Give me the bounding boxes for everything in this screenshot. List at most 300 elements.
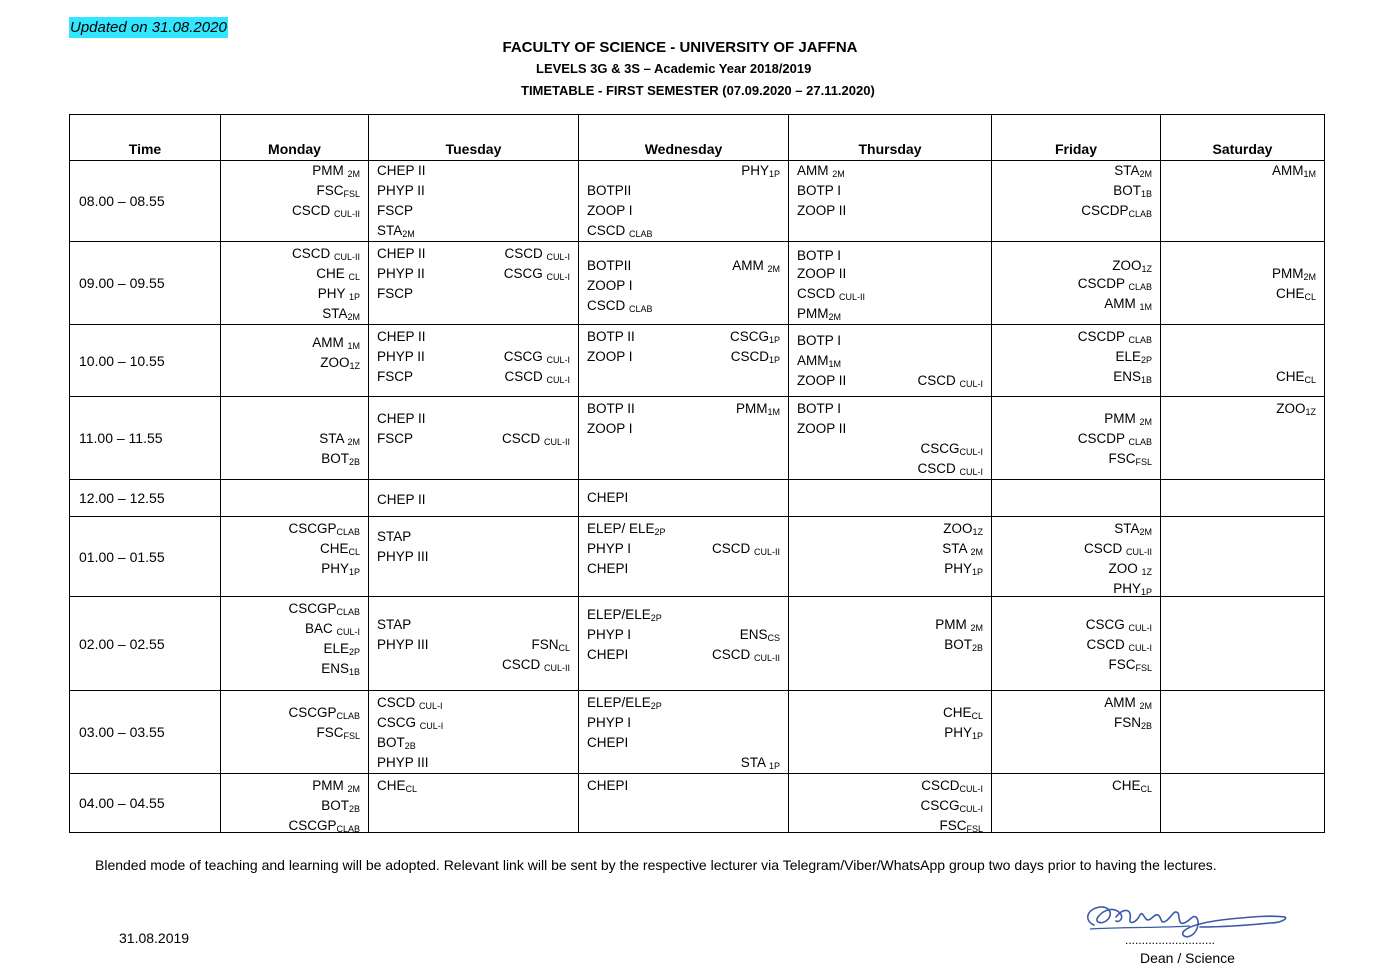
schedule-cell-monday <box>221 517 369 597</box>
course-code: CSCDP <box>1081 203 1129 218</box>
course-entry <box>730 329 780 345</box>
course-entry <box>377 246 426 262</box>
course-code: ZOOP II <box>797 373 847 388</box>
timetable <box>69 114 1325 833</box>
table-row <box>70 691 1325 774</box>
time-slot: 04.00 – 04.55 <box>70 774 221 833</box>
course-entry <box>587 298 653 314</box>
course-code: CHEPI <box>587 735 629 750</box>
course-code: PMM <box>1104 411 1140 426</box>
course-code: PHYP II <box>377 183 425 198</box>
schedule-cell-thursday <box>789 397 992 480</box>
course-entry <box>587 607 662 623</box>
course-venue-subscript: 1Z <box>972 527 983 537</box>
schedule-cell-wednesday <box>579 325 789 397</box>
schedule-cell-friday <box>992 397 1161 480</box>
course-venue-subscript: 2M <box>832 169 845 179</box>
course-venue-subscript: CUL-I <box>336 627 360 637</box>
course-venue-subscript: FSL <box>343 189 360 199</box>
course-code: CSCD <box>504 246 547 261</box>
course-entry <box>797 248 841 264</box>
course-venue-subscript: CL <box>1140 784 1152 794</box>
signature-line: ........................... <box>1125 933 1216 947</box>
course-code: CSCGP <box>288 601 337 616</box>
course-code: CSCG <box>503 266 547 281</box>
course-code: CSCD <box>797 286 840 301</box>
schedule-cell-saturday <box>1161 774 1325 833</box>
course-venue-subscript: 1P <box>348 292 360 302</box>
course-code: CHEP II <box>377 492 426 507</box>
course-entry <box>321 661 360 677</box>
schedule-cell-saturday <box>1161 597 1325 691</box>
course-venue-subscript: FSL <box>343 731 360 741</box>
course-code: STAP <box>377 617 412 632</box>
course-venue-subscript: CUL-II <box>753 653 780 663</box>
column-header-tuesday: Tuesday <box>369 115 579 161</box>
course-code: PHY <box>944 561 972 576</box>
course-code: FSC <box>316 183 344 198</box>
course-code: PHY <box>741 163 769 178</box>
course-venue-subscript: CL <box>971 711 983 721</box>
course-venue-subscript: CUL-I <box>546 355 570 365</box>
course-venue-subscript: 1B <box>1140 375 1152 385</box>
course-venue-subscript: CUL-I <box>546 252 570 262</box>
schedule-cell-saturday <box>1161 480 1325 517</box>
course-entry <box>322 306 360 322</box>
course-entry <box>377 695 443 711</box>
time-slot: 10.00 – 10.55 <box>70 325 221 397</box>
course-venue-subscript: CUL-I <box>419 701 443 711</box>
course-code: FSC <box>316 725 344 740</box>
course-code: PMM <box>735 401 768 416</box>
course-venue-subscript: CUL-II <box>839 292 866 302</box>
course-entry <box>305 621 360 637</box>
course-code: CSCD <box>1086 637 1129 652</box>
column-header-saturday: Saturday <box>1161 115 1325 161</box>
course-entry <box>1108 657 1152 673</box>
course-venue-subscript: FSL <box>1135 457 1152 467</box>
course-entry <box>1084 541 1152 557</box>
course-code: PHYP I <box>587 627 632 642</box>
course-code: PHYP I <box>587 715 632 730</box>
course-code: CHEPI <box>587 561 629 576</box>
course-entry <box>587 401 635 417</box>
course-venue-subscript: 1P <box>971 567 983 577</box>
schedule-cell-tuesday <box>369 242 579 325</box>
course-entry <box>377 755 429 771</box>
course-venue-subscript: FSL <box>1135 663 1152 673</box>
course-code: FSCP <box>377 286 414 301</box>
course-code: AMM <box>1104 695 1140 710</box>
course-entry <box>288 521 360 537</box>
course-code: CSCD <box>1083 541 1126 556</box>
course-code: FSCP <box>377 431 414 446</box>
schedule-cell-wednesday <box>579 597 789 691</box>
course-venue-subscript: 2M <box>828 312 842 322</box>
course-code: STA <box>319 431 348 446</box>
course-code: PMM <box>1271 266 1304 281</box>
course-code: BOTP II <box>587 401 635 416</box>
course-code: BOTP I <box>797 183 842 198</box>
schedule-cell-thursday <box>789 691 992 774</box>
course-code: ELEP/ELE <box>587 607 651 622</box>
course-entry <box>1078 431 1152 447</box>
time-slot: 09.00 – 09.55 <box>70 242 221 325</box>
course-entry <box>377 349 425 365</box>
course-venue-subscript: 1P <box>768 169 780 179</box>
course-code: PHYP III <box>377 549 429 564</box>
course-code: CSCGP <box>288 818 337 833</box>
course-entry <box>797 373 846 389</box>
schedule-cell-thursday <box>789 597 992 691</box>
schedule-cell-friday <box>992 325 1161 397</box>
updated-date-highlight: Updated on 31.08.2020 <box>70 19 227 36</box>
course-entry <box>377 286 413 302</box>
course-code: BOTPII <box>587 258 632 273</box>
course-code: ZOOP II <box>797 266 847 281</box>
course-code: ZOOP II <box>797 203 847 218</box>
course-entry <box>587 735 628 751</box>
course-entry <box>1104 411 1152 427</box>
table-row <box>70 325 1325 397</box>
course-entry <box>587 521 666 537</box>
course-venue-subscript: 2P <box>348 647 360 657</box>
course-code: CSCD <box>921 778 960 793</box>
course-entry <box>1114 163 1152 179</box>
course-entry <box>1081 203 1152 219</box>
course-code: BOT <box>321 451 349 466</box>
course-code: CHE <box>1275 369 1305 384</box>
schedule-cell-monday <box>221 242 369 325</box>
course-entry <box>1113 183 1152 199</box>
schedule-cell-monday <box>221 774 369 833</box>
schedule-cell-tuesday <box>369 774 579 833</box>
course-code: CSCG <box>503 349 547 364</box>
schedule-cell-saturday <box>1161 325 1325 397</box>
course-entry <box>377 431 413 447</box>
course-code: CHEPI <box>587 778 629 793</box>
schedule-cell-monday <box>221 325 369 397</box>
course-entry <box>1114 521 1152 537</box>
course-code: ZOOP I <box>587 421 633 436</box>
course-venue-subscript: CUL-I <box>959 784 983 794</box>
time-slot: 03.00 – 03.55 <box>70 691 221 774</box>
document-date: 31.08.2019 <box>119 930 190 946</box>
course-entry <box>1108 451 1152 467</box>
course-code: STA <box>377 223 403 238</box>
course-code: CHEPI <box>587 647 629 662</box>
course-entry <box>797 401 841 417</box>
course-entry <box>741 755 780 771</box>
course-code: PHYP II <box>377 266 425 281</box>
course-entry <box>1104 695 1152 711</box>
course-entry <box>531 637 570 653</box>
course-venue-subscript: 1M <box>1139 302 1152 312</box>
course-code: ELEP/ ELE <box>587 521 655 536</box>
course-entry <box>377 266 425 282</box>
course-code: CSCD <box>377 695 420 710</box>
table-row <box>70 242 1325 325</box>
course-entry <box>939 818 983 834</box>
course-code: CSCG <box>1085 617 1129 632</box>
course-venue-subscript: CLAB <box>629 229 653 239</box>
course-code: CSCD <box>711 647 754 662</box>
schedule-cell-tuesday <box>369 325 579 397</box>
course-code: ENS <box>739 627 768 642</box>
course-venue-subscript: 2P <box>1140 355 1152 365</box>
course-entry <box>1078 329 1152 345</box>
course-entry <box>797 306 841 322</box>
course-entry <box>587 278 633 294</box>
course-entry <box>587 561 628 577</box>
course-entry <box>587 647 628 663</box>
course-code: AMM <box>797 353 829 368</box>
course-entry <box>920 798 983 814</box>
course-code: FSC <box>1108 451 1136 466</box>
course-venue-subscript: 1P <box>768 335 780 345</box>
course-entry <box>944 725 983 741</box>
schedule-cell-monday <box>221 397 369 480</box>
course-code: CSCDP <box>1077 329 1129 344</box>
course-venue-subscript: CL <box>405 784 418 794</box>
course-code: CSCD <box>587 298 630 313</box>
course-venue-subscript: CUL-I <box>959 379 983 389</box>
table-row <box>70 480 1325 517</box>
course-code: BOTP I <box>797 401 842 416</box>
course-venue-subscript: 1Z <box>1141 264 1152 274</box>
schedule-cell-tuesday <box>369 691 579 774</box>
course-venue-subscript: CUL-II <box>753 547 780 557</box>
course-venue-subscript: CLAB <box>1128 209 1152 219</box>
course-code: STA <box>1114 521 1140 536</box>
course-code: PHYP II <box>377 349 425 364</box>
course-code: FSN <box>531 637 559 652</box>
course-code: PHYP III <box>377 755 429 770</box>
course-code: PHY <box>321 561 349 576</box>
course-code: CSCG <box>729 329 769 344</box>
course-code: CSCD <box>917 373 960 388</box>
schedule-cell-wednesday <box>579 242 789 325</box>
course-entry <box>1108 561 1152 577</box>
course-venue-subscript: CUL-I <box>419 721 444 731</box>
course-entry <box>377 549 429 565</box>
schedule-cell-friday <box>992 161 1161 242</box>
course-entry <box>797 203 846 219</box>
course-venue-subscript: 1M <box>828 359 842 369</box>
course-code: PHYP I <box>587 541 632 556</box>
course-venue-subscript: 2M <box>970 547 983 557</box>
time-slot: 12.00 – 12.55 <box>70 480 221 517</box>
course-code: PHY <box>1113 581 1141 596</box>
course-venue-subscript: 2M <box>402 229 415 239</box>
course-entry <box>797 163 845 179</box>
schedule-cell-wednesday <box>579 480 789 517</box>
course-entry <box>292 246 360 262</box>
column-header-thursday: Thursday <box>789 115 992 161</box>
course-code: ZOO <box>943 521 973 536</box>
course-venue-subscript: CUL-II <box>543 437 570 447</box>
course-entry <box>740 627 780 643</box>
course-code: BOT <box>1113 183 1141 198</box>
course-entry <box>1114 715 1152 731</box>
course-code: BOTP I <box>797 333 842 348</box>
course-entry <box>312 778 360 794</box>
course-venue-subscript: 2M <box>1139 701 1152 711</box>
course-entry <box>920 441 983 457</box>
course-venue-subscript: CLAB <box>336 711 360 721</box>
course-venue-subscript: CUL-I <box>959 447 983 457</box>
column-header-friday: Friday <box>992 115 1161 161</box>
course-entry <box>502 431 570 447</box>
course-venue-subscript: FSL <box>966 824 983 834</box>
course-code: BOTP I <box>797 248 842 263</box>
column-header-time: Time <box>70 115 221 161</box>
course-entry <box>377 778 417 794</box>
timetable-title: TIMETABLE - FIRST SEMESTER (07.09.2020 – 27.11.2020) <box>521 83 875 98</box>
course-code: AMM <box>312 335 348 350</box>
course-code: CSCD <box>504 369 547 384</box>
course-entry <box>587 695 662 711</box>
course-code: ZOO <box>1112 258 1142 273</box>
course-code: PHY <box>317 286 349 301</box>
course-venue-subscript: CL <box>1304 292 1316 302</box>
course-entry <box>377 715 443 731</box>
course-venue-subscript: 2M <box>347 169 360 179</box>
course-code: ZOO <box>1276 401 1306 416</box>
course-entry <box>797 333 841 349</box>
course-entry <box>587 203 633 219</box>
course-entry <box>797 266 846 282</box>
course-code: PMM <box>935 617 971 632</box>
course-venue-subscript: CLAB <box>1128 282 1152 292</box>
course-entry <box>321 561 360 577</box>
schedule-cell-monday <box>221 161 369 242</box>
course-entry <box>377 183 425 199</box>
course-venue-subscript: 2B <box>348 457 360 467</box>
course-code: ENS <box>1113 369 1141 384</box>
course-code: ELEP/ELE <box>587 695 651 710</box>
course-code: CHEP II <box>377 411 426 426</box>
course-venue-subscript: 1B <box>348 667 360 677</box>
course-entry <box>797 353 841 369</box>
course-venue-subscript: CUL-I <box>546 375 570 385</box>
course-entry <box>587 627 631 643</box>
course-entry <box>323 641 360 657</box>
levels-subtitle: LEVELS 3G & 3S – Academic Year 2018/2019 <box>536 61 812 76</box>
course-venue-subscript: 2P <box>650 701 662 711</box>
schedule-cell-thursday <box>789 774 992 833</box>
course-venue-subscript: 2M <box>1139 169 1152 179</box>
course-entry <box>1276 286 1316 302</box>
course-venue-subscript: 2M <box>1303 272 1316 282</box>
course-code: CSCDP <box>1077 431 1129 446</box>
course-code: CHE <box>942 705 972 720</box>
course-venue-subscript: CUL-I <box>1128 623 1152 633</box>
schedule-cell-thursday <box>789 242 992 325</box>
course-code: CHEP II <box>377 163 426 178</box>
course-entry <box>321 451 360 467</box>
course-entry <box>319 431 360 447</box>
course-code: STA <box>322 306 348 321</box>
course-code: ZOO <box>1108 561 1142 576</box>
course-entry <box>942 541 983 557</box>
course-code: PMM <box>797 306 829 321</box>
column-header-wednesday: Wednesday <box>579 115 789 161</box>
course-code: CSCD <box>730 349 769 364</box>
course-venue-subscript: 2M <box>970 623 983 633</box>
schedule-cell-monday <box>221 597 369 691</box>
course-entry <box>797 286 865 302</box>
course-entry <box>312 335 360 351</box>
course-venue-subscript: 2B <box>1140 721 1152 731</box>
course-entry <box>288 601 360 617</box>
course-venue-subscript: CLAB <box>336 527 360 537</box>
course-code: CHE <box>319 541 349 556</box>
course-venue-subscript: CUL-II <box>1125 547 1152 557</box>
course-code: CSCDP <box>1077 276 1129 291</box>
course-code: ZOOP I <box>587 278 633 293</box>
course-entry <box>1113 581 1152 597</box>
course-code: ZOOP I <box>587 203 633 218</box>
schedule-cell-friday <box>992 517 1161 597</box>
course-entry <box>1086 617 1152 633</box>
course-venue-subscript: 1Z <box>349 361 360 371</box>
course-entry <box>316 725 360 741</box>
course-code: CSCGP <box>288 521 337 536</box>
course-entry <box>504 369 570 385</box>
course-venue-subscript: 1P <box>1140 587 1152 597</box>
time-slot: 08.00 – 08.55 <box>70 161 221 242</box>
course-venue-subscript: CUL-II <box>333 252 360 262</box>
course-code: CSCD <box>501 657 544 672</box>
course-entry <box>741 163 780 179</box>
course-entry <box>731 349 780 365</box>
course-entry <box>736 401 780 417</box>
course-code: CHE <box>377 778 406 793</box>
schedule-cell-saturday <box>1161 397 1325 480</box>
course-code: ZOO <box>320 355 350 370</box>
course-entry <box>1272 266 1316 282</box>
schedule-cell-tuesday <box>369 517 579 597</box>
course-entry <box>587 541 631 557</box>
course-code: CSCG <box>920 441 960 456</box>
course-code: ENS <box>321 661 349 676</box>
course-entry <box>712 541 780 557</box>
course-entry <box>587 490 628 506</box>
course-entry <box>935 617 983 633</box>
course-entry <box>377 492 426 508</box>
schedule-cell-wednesday <box>579 517 789 597</box>
course-code: CHEP II <box>377 246 426 261</box>
course-entry <box>587 778 628 794</box>
schedule-cell-friday <box>992 691 1161 774</box>
course-entry <box>587 349 633 365</box>
table-row <box>70 597 1325 691</box>
faculty-title: FACULTY OF SCIENCE - UNIVERSITY OF JAFFNA <box>502 39 858 56</box>
course-entry <box>944 561 983 577</box>
course-venue-subscript: 1B <box>1140 189 1152 199</box>
course-code: FSC <box>939 818 967 833</box>
course-entry <box>377 163 426 179</box>
course-venue-subscript: CLAB <box>336 607 360 617</box>
course-entry <box>377 223 415 239</box>
course-code: CHE <box>1275 286 1305 301</box>
course-entry <box>320 355 360 371</box>
course-entry <box>1113 369 1152 385</box>
course-code: ELE <box>1115 349 1141 364</box>
schedule-cell-wednesday <box>579 774 789 833</box>
course-code: BOT <box>377 735 405 750</box>
